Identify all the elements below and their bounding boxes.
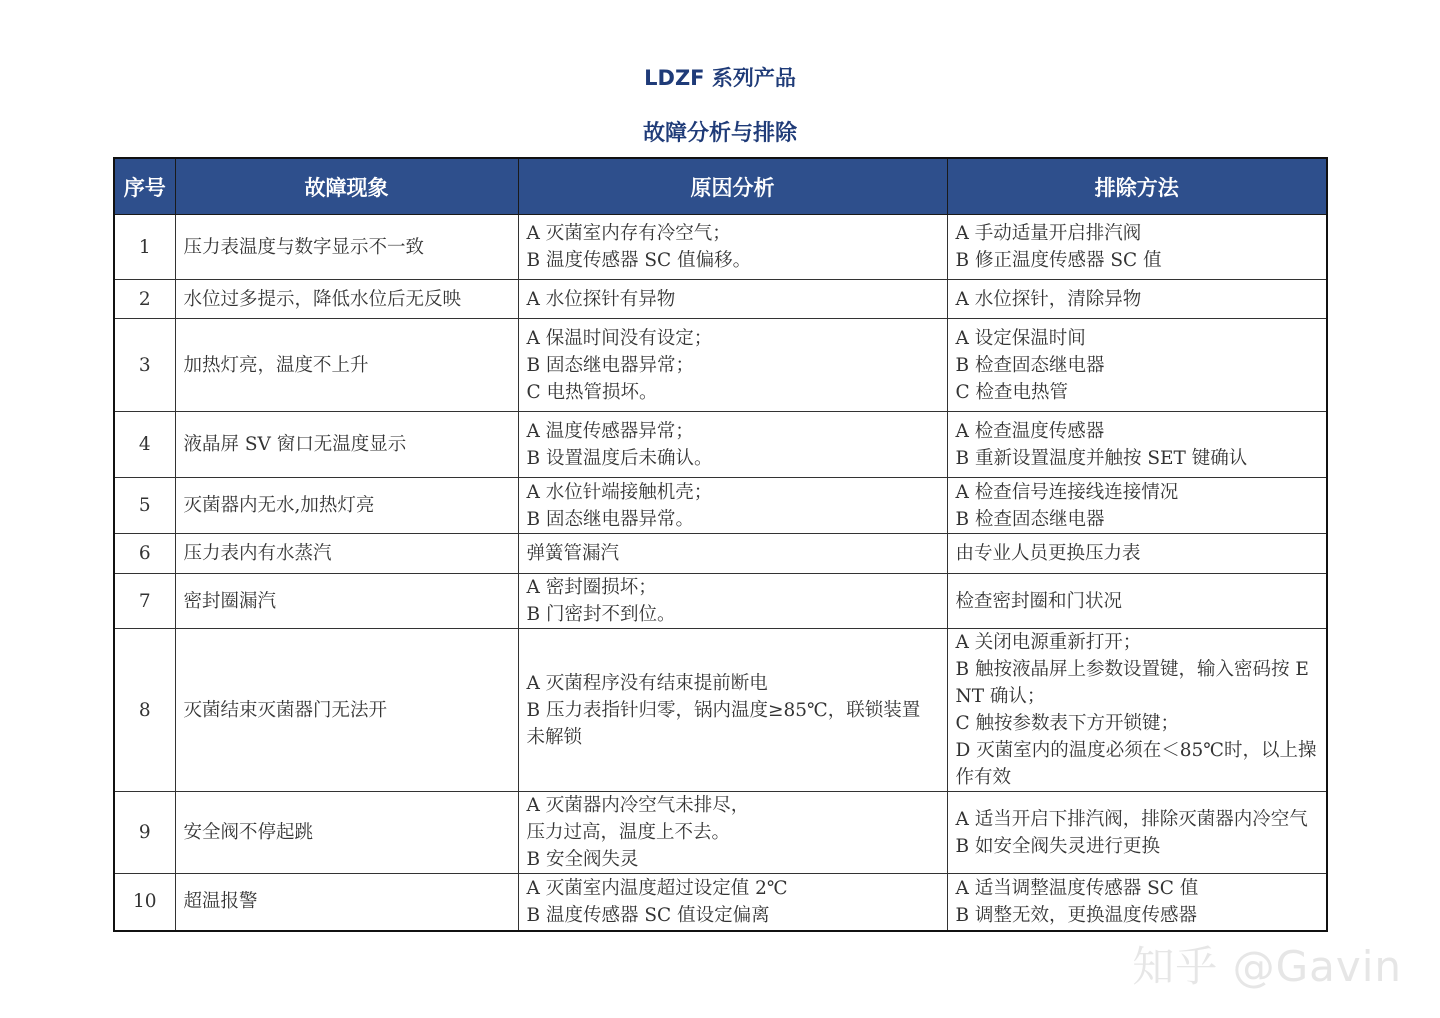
solution-line: 由专业人员更换压力表 [955, 543, 1141, 564]
fault-symptom: 超温报警 [175, 874, 518, 931]
solution-cell [947, 534, 1327, 574]
solution-cell [947, 874, 1327, 931]
table-row [114, 280, 1327, 319]
solution-cell [947, 280, 1327, 319]
row-number: 3 [114, 319, 175, 412]
table-body [114, 215, 1327, 931]
solution-line: A 检查信号连接线连接情况 [955, 481, 1179, 503]
solution-cell [947, 792, 1327, 874]
header-cause: 原因分析 [518, 158, 947, 215]
cause-cell [518, 280, 947, 319]
header-number: 序号 [114, 158, 175, 215]
watermark: 知乎 @Gavin [1132, 942, 1402, 991]
cause-line: B 固态继电器异常； [526, 354, 694, 376]
table-row [114, 629, 1327, 792]
fault-symptom: 安全阀不停起跳 [175, 792, 518, 874]
table-header-row [114, 158, 1327, 215]
solution-cell [947, 319, 1327, 412]
cause-line: B 温度传感器 SC 值设定偏离 [526, 904, 770, 926]
table-row [114, 215, 1327, 280]
solution-cell [947, 215, 1327, 280]
cause-line: B 设置温度后未确认。 [526, 447, 713, 469]
solution-line: B 调整无效，更换温度传感器 [955, 904, 1197, 926]
solution-cell [947, 478, 1327, 534]
document-title: LDZF 系列产品 [644, 66, 796, 90]
cause-line: A 灭菌程序没有结束提前断电 [526, 672, 768, 694]
solution-line: A 关闭电源重新打开； [955, 632, 1142, 653]
row-number: 2 [114, 280, 175, 319]
table-row [114, 574, 1327, 629]
cause-line: A 水位探针有异物 [526, 288, 676, 310]
cause-line: 压力过高，温度上不去。 [526, 822, 731, 843]
cause-line: A 灭菌室内温度超过设定值 2℃ [526, 877, 788, 899]
header-symptom: 故障现象 [175, 158, 518, 215]
document-subtitle: 故障分析与排除 [642, 121, 797, 146]
table-row [114, 319, 1327, 412]
solution-line: D 灭菌室内的温度必须在＜85℃时，以上操作有效 [955, 740, 1317, 788]
row-number: 9 [114, 792, 175, 874]
row-number: 6 [114, 534, 175, 574]
row-number: 8 [114, 629, 175, 792]
row-number: 1 [114, 215, 175, 280]
cause-line: 弹簧管漏汽 [526, 543, 620, 564]
fault-symptom: 水位过多提示，降低水位后无反映 [175, 280, 518, 319]
solution-line: B 触按液晶屏上参数设置键，输入密码按 ENT 确认； [955, 659, 1309, 707]
solution-line: B 修正温度传感器 SC 值 [955, 250, 1162, 271]
fault-table [113, 157, 1328, 932]
solution-line: A 适当开启下排汽阀，排除灭菌器内冷空气 [955, 808, 1308, 830]
table-row [114, 534, 1327, 574]
solution-line: B 如安全阀失灵进行更换 [955, 835, 1160, 857]
cause-line: A 温度传感器异常； [526, 420, 694, 442]
solution-line: B 检查固态继电器 [955, 508, 1105, 530]
solution-cell [947, 574, 1327, 629]
cause-line: A 灭菌室内存有冷空气； [526, 223, 731, 244]
solution-line: A 水位探针，清除异物 [955, 288, 1142, 310]
cause-cell [518, 792, 947, 874]
solution-line: A 手动适量开启排汽阀 [955, 223, 1142, 244]
cause-cell [518, 874, 947, 931]
fault-symptom: 灭菌器内无水,加热灯亮 [175, 478, 518, 534]
cause-cell [518, 478, 947, 534]
cause-line: A 保温时间没有设定； [526, 327, 713, 349]
cause-line: B 安全阀失灵 [526, 849, 639, 870]
cause-line: A 水位针端接触机壳； [526, 481, 713, 503]
cause-line: B 门密封不到位。 [526, 604, 676, 625]
fault-symptom: 压力表温度与数字显示不一致 [175, 215, 518, 280]
row-number: 10 [114, 874, 175, 931]
cause-line: A 密封圈损坏； [526, 577, 657, 598]
fault-symptom: 密封圈漏汽 [175, 574, 518, 629]
solution-line: 检查密封圈和门状况 [955, 590, 1123, 612]
cause-cell [518, 574, 947, 629]
solution-line: A 适当调整温度传感器 SC 值 [955, 877, 1199, 899]
header-solution: 排除方法 [947, 158, 1327, 215]
cause-cell [518, 412, 947, 478]
table-row [114, 874, 1327, 931]
cause-line: B 固态继电器异常。 [526, 508, 694, 530]
cause-line: C 电热管损坏。 [526, 381, 658, 403]
row-number: 4 [114, 412, 175, 478]
solution-line: C 检查电热管 [955, 381, 1069, 403]
fault-symptom: 灭菌结束灭菌器门无法开 [175, 629, 518, 792]
fault-symptom: 加热灯亮，温度不上升 [175, 319, 518, 412]
table-row [114, 792, 1327, 874]
cause-line: B 温度传感器 SC 值偏移。 [526, 250, 752, 271]
solution-line: A 检查温度传感器 [955, 420, 1105, 442]
solution-cell [947, 412, 1327, 478]
row-number: 5 [114, 478, 175, 534]
table-row [114, 478, 1327, 534]
solution-line: A 设定保温时间 [955, 327, 1086, 349]
cause-cell [518, 534, 947, 574]
cause-cell [518, 215, 947, 280]
cause-line: A 灭菌器内冷空气未排尽， [526, 795, 750, 816]
fault-symptom: 压力表内有水蒸汽 [175, 534, 518, 574]
row-number: 7 [114, 574, 175, 629]
cause-line: B 压力表指针归零，锅内温度≥85℃，联锁装置未解锁 [526, 699, 921, 748]
solution-line: B 检查固态继电器 [955, 354, 1105, 376]
solution-line: B 重新设置温度并触按 SET 键确认 [955, 447, 1248, 469]
solution-cell [947, 629, 1327, 792]
cause-cell [518, 319, 947, 412]
table-row [114, 412, 1327, 478]
solution-line: C 触按参数表下方开锁键； [955, 713, 1180, 734]
cause-cell [518, 629, 947, 792]
fault-symptom: 液晶屏 SV 窗口无温度显示 [175, 412, 518, 478]
